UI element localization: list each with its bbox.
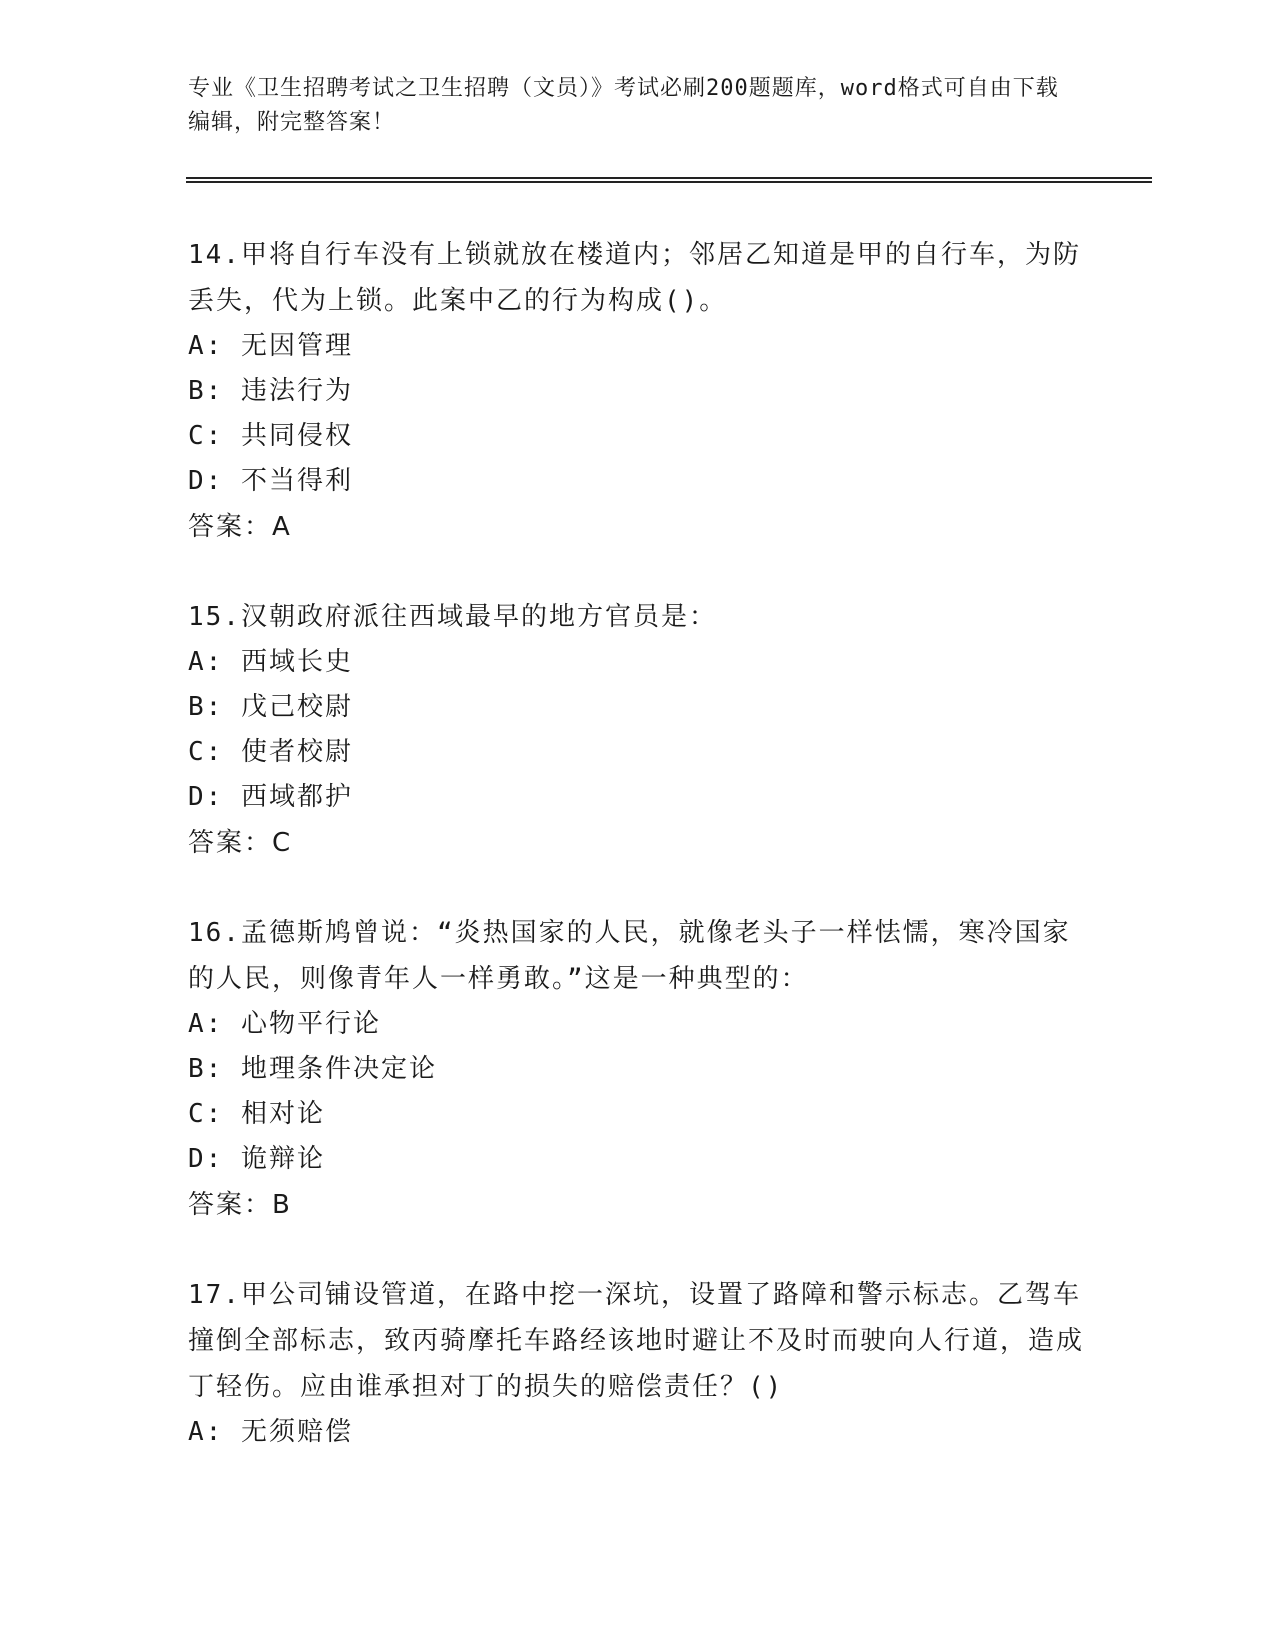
question-stem: 17.甲公司铺设管道，在路中挖一深坑，设置了路障和警示标志。乙驾车撞倒全部标志，致丙骑摩托车路经该地时避让不及时而驶向人行道，造成丁轻伤。应由谁承担对丁的损失的赔偿责任？() — [188, 1280, 1085, 1402]
question-stem: 16.孟德斯鸠曾说：“炎热国家的人民，就像老头子一样怯懦，寒冷国家的人民，则像青年人一样勇敢。”这是一种典型的： — [188, 918, 1071, 994]
option-c: C: 共同侵权 — [188, 421, 353, 451]
question-16 — [188, 910, 1088, 1228]
document-header: 专业《卫生招聘考试之卫生招聘（文员）》考试必刷200题题库，word格式可自由下载编辑，附完整答案！ — [188, 76, 1059, 135]
question-stem: 14.甲将自行车没有上锁就放在楼道内；邻居乙知道是甲的自行车，为防丢失，代为上锁。此案中乙的行为构成()。 — [188, 240, 1081, 316]
question-list — [188, 232, 1088, 1499]
option-a: A: 西域长史 — [188, 647, 353, 677]
answer-label: 答案：C — [188, 828, 293, 858]
question-stem: 15.汉朝政府派往西域最早的地方官员是： — [188, 602, 717, 632]
option-b: B: 违法行为 — [188, 376, 353, 406]
option-d: D: 西域都护 — [188, 782, 353, 812]
option-b: B: 地理条件决定论 — [188, 1054, 437, 1084]
header-divider-bottom — [186, 181, 1152, 183]
question-15 — [188, 594, 1088, 866]
answer-label: 答案：B — [188, 1190, 292, 1220]
option-d: D: 诡辩论 — [188, 1144, 325, 1174]
question-14 — [188, 232, 1088, 550]
option-a: A: 无须赔偿 — [188, 1417, 353, 1447]
question-17 — [188, 1272, 1088, 1455]
option-b: B: 戊己校尉 — [188, 692, 353, 722]
option-a: A: 无因管理 — [188, 331, 353, 361]
option-c: C: 相对论 — [188, 1099, 325, 1129]
header-divider-top — [186, 177, 1152, 179]
option-d: D: 不当得利 — [188, 466, 353, 496]
answer-label: 答案：A — [188, 512, 292, 542]
option-c: C: 使者校尉 — [188, 737, 353, 767]
option-a: A: 心物平行论 — [188, 1009, 381, 1039]
